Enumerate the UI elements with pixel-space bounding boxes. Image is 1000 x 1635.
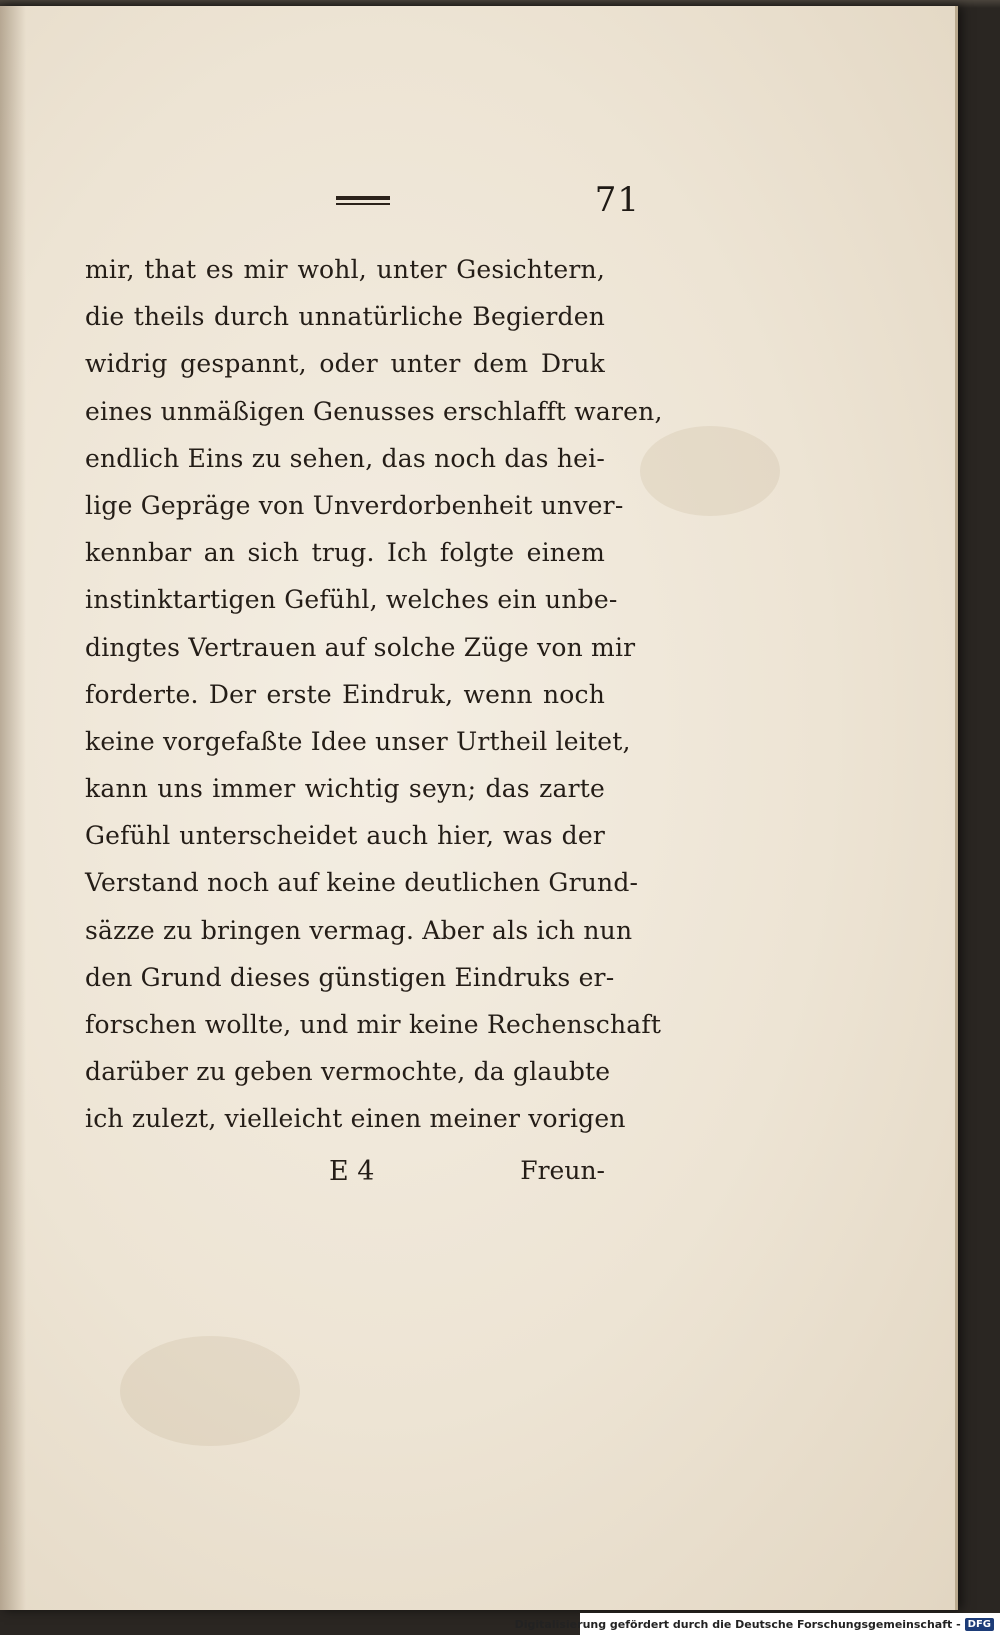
signature-mark: E 4 (329, 1156, 375, 1187)
text-line: dingtes Vertrauen auf solche Züge von mir (85, 632, 636, 662)
text-line: den Grund dieses günstigen Eindruks er- (85, 962, 615, 992)
text-line: instinktartigen Gefühl, welches ein unbe- (85, 585, 618, 615)
header-rule (336, 196, 390, 205)
page-header (300, 180, 640, 232)
text-line: Verstand noch auf keine deutlichen Grund- (85, 868, 639, 898)
paper-stain (120, 1336, 300, 1446)
text-line: die theils durch unnatürliche Begierden (85, 302, 605, 332)
book-page (0, 6, 958, 1610)
text-line: kennbar an sich trug. Ich folgte einem (85, 538, 605, 568)
text-line: säzze zu bringen vermag. Aber als ich nun (85, 915, 633, 945)
text-line: endlich Eins zu sehen, das noch das hei- (85, 443, 605, 473)
text-line: kann uns immer wichtig seyn; das zarte (85, 774, 605, 804)
digitization-credit (514, 1613, 1000, 1635)
page-footer (85, 1156, 605, 1206)
text-line: eines unmäßigen Genusses erschlafft waren, (85, 396, 663, 426)
text-line: mir, that es mir wohl, unter Gesichtern, (85, 255, 605, 284)
text-line: darüber zu geben vermochte, da glaubte (85, 1057, 611, 1087)
text-line: forschen wollte, und mir keine Rechenschaft (85, 1010, 662, 1039)
text-line: forderte. Der erste Eindruk, wenn noch (85, 679, 605, 709)
text-line: ich zulezt, vielleicht einen meiner vorigen (85, 1104, 626, 1134)
catchword: Freun- (520, 1156, 605, 1185)
text-line: widrig gespannt, oder unter dem Druk (85, 349, 605, 379)
text-line: keine vorgefaßte Idee unser Urtheil leitet, (85, 726, 631, 756)
text-line: Gefühl unterscheidet auch hier, was der (85, 821, 605, 851)
paper-stain (640, 426, 780, 516)
credit-text: Digitalisierung gefördert durch die Deutsche Forschungsgemeinschaft - (514, 1617, 961, 1631)
text-line: lige Gepräge von Unverdorbenheit unver- (85, 490, 624, 520)
page-number: 71 (594, 180, 640, 220)
body-text (85, 246, 663, 1143)
dfg-logo: DFG (965, 1618, 994, 1631)
